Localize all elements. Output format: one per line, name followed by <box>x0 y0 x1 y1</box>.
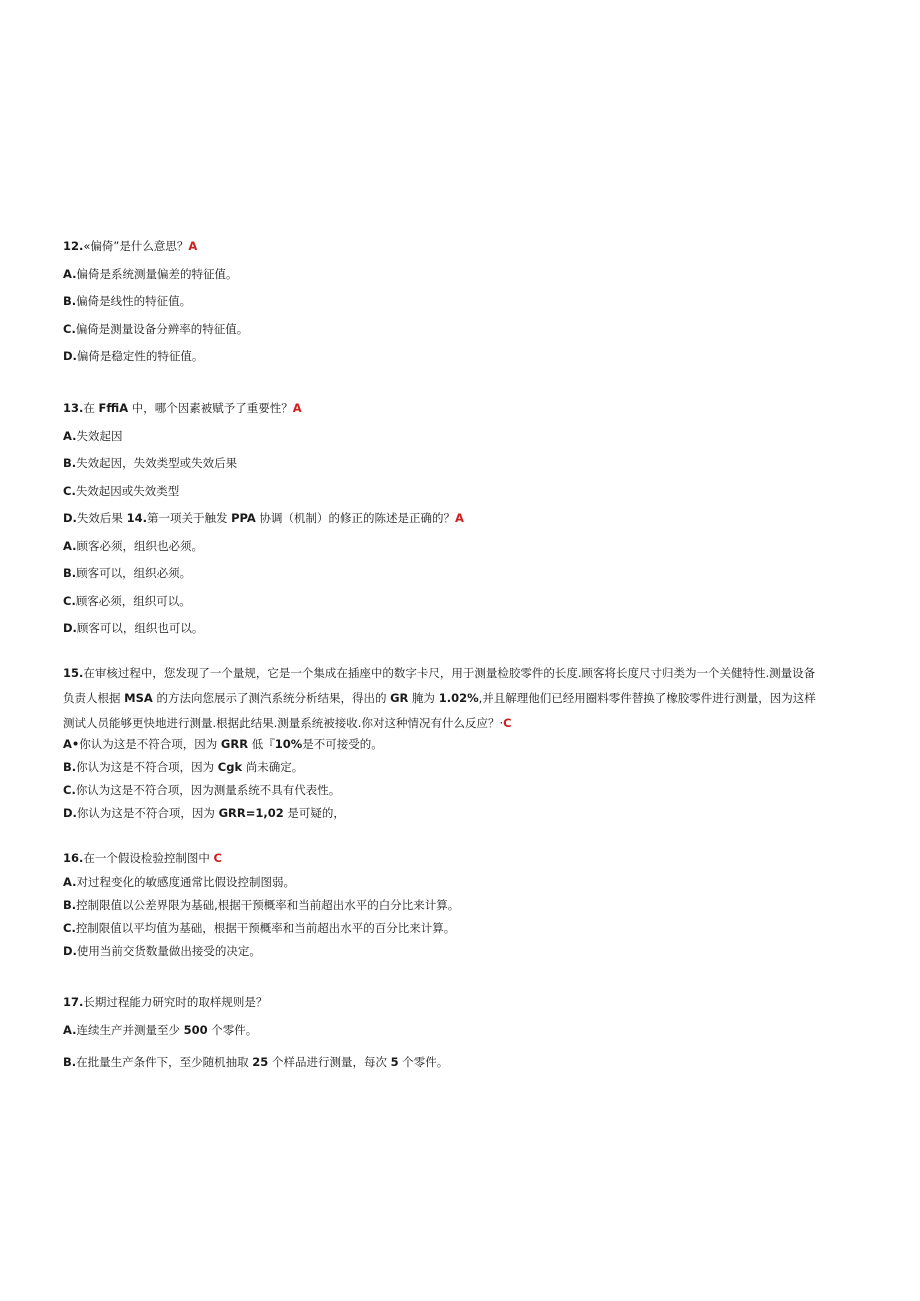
option-d: D.你认为这是不符合项，因为 GRR=1,02 是可疑的， <box>63 806 345 820</box>
option-d: D.顾客可以，组织也可以。 <box>63 621 204 635</box>
question-number: 17. <box>63 995 84 1009</box>
option-b: B.在批量生产条件下，至少随机抽取 25 个样品进行测量，每次 5 个零件。 <box>63 1055 449 1069</box>
option-b: B.你认为这是不符合项，因为 Cgk 尚未确定。 <box>63 760 304 774</box>
option-b: B.偏倚是线性的特征值。 <box>63 294 192 308</box>
answer-key: A <box>454 511 464 525</box>
question-16: 16.在一个假设检验控制图中 C <box>63 851 222 865</box>
question-number: 13. <box>63 401 84 415</box>
option-c: C.你认为这是不符合项，因为测量系统不具有代表性。 <box>63 783 341 797</box>
option-c: C.控制限值以平均值为基础，根据干预概率和当前超出水平的百分比来计算。 <box>63 921 456 935</box>
answer-key: C <box>503 716 512 730</box>
question-15: 15.在审核过程中，您发现了一个量规，它是一个集成在插座中的数字卡尺，用于测量检胶零件的长度.顾客将长度尺寸归类为一个关健特性.测量设备负责人根据 MSA 的方法向您展示了测汽系统分析结果，得出的 GR 腌为 1.02%,并且解理他们已经用圈料零件替换了橡胶零件进行测量，因为这样测试人员能够更快地进行测量.根据此结果.测量系统被接收.你对这种情况有什么反应？·C <box>63 666 816 730</box>
answer-key: C <box>213 851 222 865</box>
question-number: 12. <box>63 239 84 253</box>
question-number: 14. <box>126 511 147 525</box>
option-a: A.顾客必须，组织也必须。 <box>63 539 203 553</box>
question-17: 17.长期过程能力研究时的取样规则是？ <box>63 995 268 1009</box>
option-b: B.顾客可以，组织必须。 <box>63 566 192 580</box>
answer-key: A <box>292 401 302 415</box>
option-a: A.偏倚是系统测量偏差的特征值。 <box>63 267 238 281</box>
question-number: 16. <box>63 851 84 865</box>
option-c: C.偏倚是测量设备分辨率的特征值。 <box>63 322 249 336</box>
option-a: A.失效起因 <box>63 429 123 443</box>
option-d: D.使用当前交货数量做出接受的决定。 <box>63 944 261 958</box>
answer-key: A <box>188 239 198 253</box>
question-number: 15. <box>63 666 84 680</box>
option-a: A.连续生产并测量至少 500 个零件。 <box>63 1023 258 1037</box>
question-12 <box>63 239 197 254</box>
question-13: 13.在 FffiA 中，哪个因素被赋予了重要性？A <box>63 401 302 415</box>
option-c: C.失效起因或失效类型 <box>63 484 180 498</box>
option-b: B.失效起因，失效类型或失效后果 <box>63 456 238 470</box>
option-a: A•你认为这是不符合项，因为 GRR 低『10%是不可接受的。 <box>63 737 383 751</box>
option-a: A.对过程变化的敏感度通常比假设控制图弱。 <box>63 875 295 889</box>
question-14: D.失效后果 14.第一项关于触发 PPA 协调（机制）的修正的陈述是正确的？A <box>63 511 464 525</box>
question-text: «偏倚”是什么意思？ <box>83 239 189 253</box>
option-b: B.控制限值以公差界限为基础,根据干预概率和当前超出水平的白分比来计算。 <box>63 898 460 912</box>
option-d: D.偏倚是稳定性的特征值。 <box>63 349 204 363</box>
option-c: C.顾客必须，组织可以。 <box>63 594 191 608</box>
